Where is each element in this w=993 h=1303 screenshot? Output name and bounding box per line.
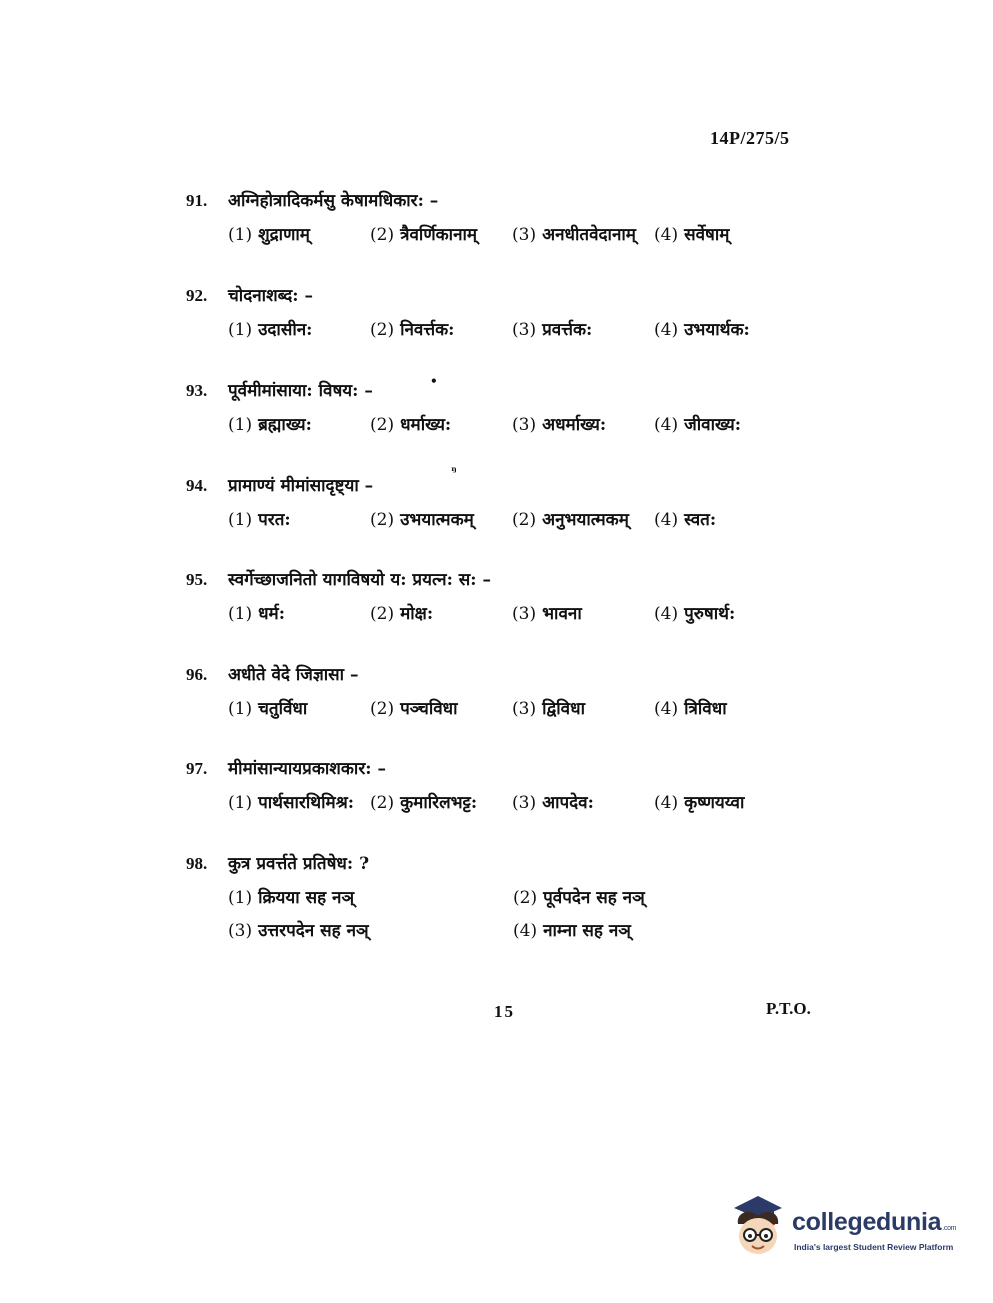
option-text: जीवाख्य: <box>684 415 742 435</box>
option-text: धर्म: <box>258 604 285 624</box>
option-number: (2) <box>513 888 538 908</box>
question-number: 94. <box>186 476 208 495</box>
option-2[interactable] <box>370 601 512 624</box>
option-4[interactable] <box>654 696 796 719</box>
option-number: (4) <box>654 699 679 719</box>
option-4[interactable] <box>654 601 796 624</box>
brand-name: collegedunia.com <box>792 1208 957 1236</box>
option-3[interactable] <box>512 317 654 340</box>
option-number: (1) <box>228 225 253 245</box>
option-number: (4) <box>654 225 679 245</box>
option-2[interactable] <box>370 790 512 813</box>
option-1[interactable] <box>228 885 513 908</box>
question-text: अधीते वेदे जिज्ञासा – <box>228 665 359 685</box>
collegedunia-logo[interactable] <box>728 1194 968 1262</box>
option-number: (2) <box>370 793 395 813</box>
option-text: धर्माख्य: <box>400 415 452 435</box>
option-text: प्रवर्त्तक: <box>542 320 593 340</box>
option-3[interactable] <box>512 601 654 624</box>
question-text: अग्निहोत्रादिकर्मसु केषामधिकार: – <box>228 191 439 211</box>
option-number: (2) <box>370 225 395 245</box>
option-4[interactable] <box>654 222 796 245</box>
option-2[interactable] <box>370 507 512 530</box>
pto-label: P.T.O. <box>766 999 811 1018</box>
option-text: अधर्माख्य: <box>542 415 607 435</box>
question-number: 96. <box>186 665 208 684</box>
option-number: (4) <box>654 510 679 530</box>
option-3[interactable] <box>512 412 654 435</box>
question-text: मीमांसान्यायप्रकाशकार: – <box>228 759 386 779</box>
options <box>186 507 846 530</box>
option-number: (4) <box>654 320 679 340</box>
question-text: स्वर्गेच्छाजनितो यागविषयो य: प्रयत्न: स: – <box>228 570 491 590</box>
option-number: (3) <box>512 604 537 624</box>
question-number: 93. <box>186 381 208 400</box>
option-text: क्रियया सह नञ् <box>258 888 355 908</box>
question-92 <box>186 283 846 340</box>
option-text: कृष्णयय्वा <box>684 793 745 813</box>
option-number: (3) <box>512 793 537 813</box>
option-3[interactable] <box>512 696 654 719</box>
option-2[interactable] <box>370 412 512 435</box>
option-text: अनुभयात्मकम् <box>542 510 629 530</box>
options <box>186 885 846 941</box>
question-93 <box>186 378 846 435</box>
option-number: (3) <box>512 699 537 719</box>
option-2[interactable] <box>513 885 798 908</box>
option-number: (1) <box>228 604 253 624</box>
question-95 <box>186 567 846 624</box>
question-text: प्रामाण्यं मीमांसादृष्ट्या – <box>228 476 374 496</box>
option-2[interactable] <box>370 696 512 719</box>
question-number: 95. <box>186 570 208 589</box>
option-text: पार्थसारथिमिश्र: <box>258 793 355 813</box>
option-2[interactable] <box>370 222 512 245</box>
question-94 <box>186 473 846 530</box>
option-1[interactable] <box>228 507 370 530</box>
option-number: (4) <box>654 604 679 624</box>
mascot-icon <box>728 1194 788 1262</box>
option-text: पूर्वपदेन सह नञ् <box>543 888 645 908</box>
option-text: परत: <box>258 510 291 530</box>
option-text: त्रैवर्णिकानाम् <box>400 225 478 245</box>
option-text: आपदेव: <box>542 793 594 813</box>
option-number: (1) <box>228 793 253 813</box>
options <box>186 601 846 624</box>
option-number: (4) <box>654 415 679 435</box>
option-text: नाम्ना सह नञ् <box>543 921 631 941</box>
question-number: 98. <box>186 854 208 873</box>
options <box>186 412 846 435</box>
question-91 <box>186 188 846 245</box>
print-mark: • <box>430 374 438 388</box>
options <box>186 222 846 245</box>
option-text: चतुर्विधा <box>258 699 308 719</box>
option-number: (2) <box>512 510 537 530</box>
option-number: (4) <box>513 921 538 941</box>
options <box>186 790 846 813</box>
option-text: मोक्ष: <box>400 604 434 624</box>
option-number: (1) <box>228 888 253 908</box>
option-number: (2) <box>370 320 395 340</box>
option-4[interactable] <box>654 790 796 813</box>
option-number: (2) <box>370 415 395 435</box>
option-number: (2) <box>370 699 395 719</box>
option-text: उभयात्मकम् <box>400 510 474 530</box>
option-text: सर्वेषाम् <box>684 225 730 245</box>
option-1[interactable] <box>228 317 370 340</box>
option-4[interactable] <box>513 918 798 941</box>
print-mark: ᵑ <box>451 464 457 478</box>
option-3[interactable] <box>512 222 654 245</box>
option-number: (3) <box>512 225 537 245</box>
option-1[interactable] <box>228 790 370 813</box>
option-text: पुरुषार्थ: <box>684 604 736 624</box>
option-text: उदासीन: <box>258 320 313 340</box>
option-1[interactable] <box>228 222 370 245</box>
option-4[interactable] <box>654 412 796 435</box>
option-text: उत्तरपदेन सह नञ् <box>258 921 369 941</box>
option-number: (3) <box>512 415 537 435</box>
question-number: 97. <box>186 759 208 778</box>
option-text: उभयार्थक: <box>684 320 750 340</box>
question-96 <box>186 662 846 719</box>
option-number: (1) <box>228 699 253 719</box>
option-2[interactable] <box>370 317 512 340</box>
option-text: कुमारिलभट्ट: <box>400 793 478 813</box>
option-text: निवर्त्तक: <box>400 320 455 340</box>
option-number: (2) <box>370 604 395 624</box>
question-text: चोदनाशब्द: – <box>228 286 314 306</box>
page-number: 15 <box>494 1002 515 1021</box>
option-number: (1) <box>228 510 253 530</box>
question-98 <box>186 851 846 941</box>
brand-suffix: .com <box>942 1225 957 1232</box>
brand-tagline: India's largest Student Review Platform <box>794 1242 954 1252</box>
question-number: 92. <box>186 286 208 305</box>
paper-code: 14P/275/5 <box>710 128 790 148</box>
option-4[interactable] <box>654 317 796 340</box>
option-text: त्रिविधा <box>684 699 727 719</box>
option-number: (4) <box>654 793 679 813</box>
option-1[interactable] <box>228 696 370 719</box>
option-3[interactable] <box>512 790 654 813</box>
option-text: ब्रह्माख्य: <box>258 415 312 435</box>
options <box>186 317 846 340</box>
option-1[interactable] <box>228 601 370 624</box>
question-97 <box>186 756 846 813</box>
option-text: अनधीतवेदानाम् <box>542 225 636 245</box>
option-number: (3) <box>512 320 537 340</box>
question-number: 91. <box>186 191 208 210</box>
option-text: पञ्चविधा <box>400 699 458 719</box>
option-4[interactable] <box>654 507 796 530</box>
option-number: (3) <box>228 921 253 941</box>
option-text: द्विविधा <box>542 699 585 719</box>
option-number: (2) <box>370 510 395 530</box>
option-number: (1) <box>228 415 253 435</box>
option-3[interactable] <box>228 918 513 941</box>
option-text: भावना <box>542 604 582 624</box>
option-text: स्वत: <box>684 510 717 530</box>
option-text: शुद्राणाम् <box>258 225 310 245</box>
options <box>186 696 846 719</box>
option-3[interactable] <box>512 507 654 530</box>
question-text: पूर्वमीमांसाया: विषय: – <box>228 381 373 401</box>
question-text: कुत्र प्रवर्त्तते प्रतिषेध: ? <box>228 854 370 874</box>
option-1[interactable] <box>228 412 370 435</box>
option-number: (1) <box>228 320 253 340</box>
